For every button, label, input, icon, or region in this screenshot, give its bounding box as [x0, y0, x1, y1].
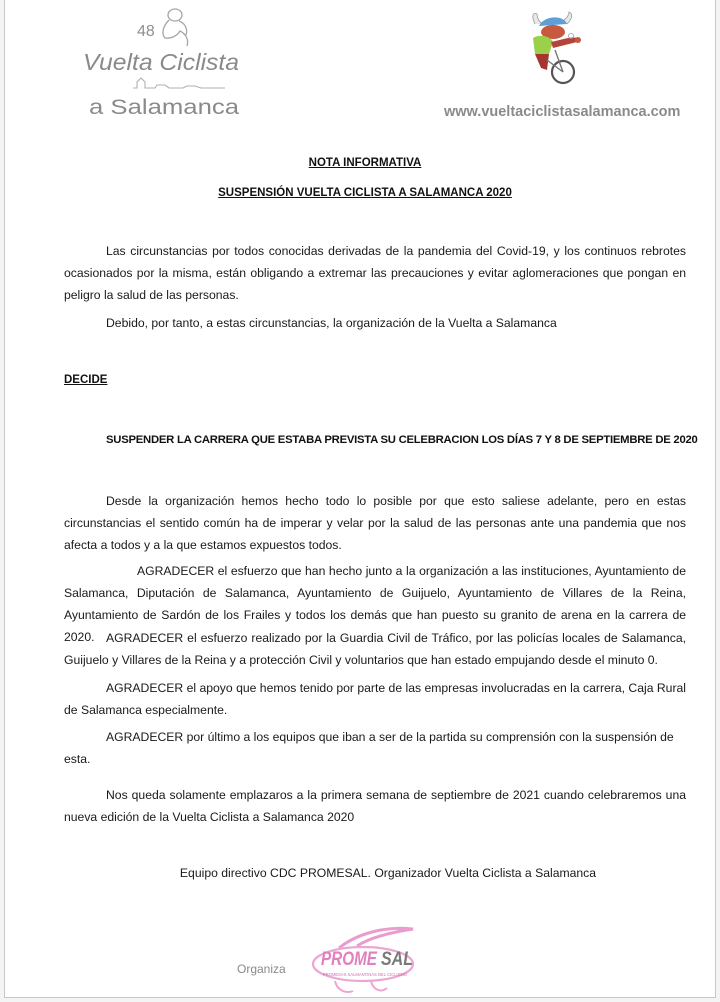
signature-line: Equipo directivo CDC PROMESAL. Organizador Vuelta Ciclista a Salamanca	[179, 866, 597, 880]
vuelta-ciclista-logo	[79, 6, 245, 122]
paragraph-reason: Debido, por tanto, a estas circunstancias, la organización de la Vuelta a Salamanca	[106, 316, 557, 330]
cyclist-outline-icon	[163, 9, 188, 46]
decide-heading: DECIDE	[64, 374, 108, 386]
paragraph-thanks-companies: AGRADECER el apoyo que hemos tenido por parte de las empresas involucradas en la carrera, Caja Rural de Salamanca especialmente.	[64, 681, 686, 717]
viking-cyclist-mascot-icon	[523, 10, 587, 86]
website-url: www.vueltaciclistasalamanca.com	[444, 104, 681, 120]
edition-number: 48	[137, 23, 155, 40]
organiza-label: Organiza	[237, 962, 286, 976]
logo-title-line2: a Salamanca	[89, 96, 240, 119]
logo-title-line1: Vuelta Ciclista	[83, 49, 239, 75]
decision-statement: SUSPENDER LA CARRERA QUE ESTABA PREVISTA SU CELEBRACION LOS DÍAS 7 Y 8 DE SEPTIEMBRE DE 2020	[106, 434, 698, 446]
promesal-tagline: PROMESAS SALMANTINAS DEL CICLISMO	[323, 972, 408, 977]
paragraph-intro: Las circunstancias por todos conocidas derivadas de la pandemia del Covid-19, y los continuos rebrotes ocasionados por la misma, están obligando a extremar las precauciones y evitar aglomeraciones que pongan en peligro la salud de las personas.	[64, 244, 686, 302]
paragraph-thanks-institutions: AGRADECER el esfuerzo que han hecho junto a la organización a las instituciones, Ayuntamiento de Salamanca, Diputación de Salamanca, Ayuntamiento de Guijuelo, Ayuntamiento de Villares de la Reina, Ayuntamiento de Sardón de los Frailes y todos los demás que han puesto su granito de arena en la carrera de 2020.	[64, 564, 686, 644]
paragraph-thanks-teams: AGRADECER por último a los equipos que iban a ser de la partida su comprensión con la suspensión de esta.	[64, 730, 674, 766]
paragraph-thanks-police: AGRADECER el esfuerzo realizado por la Guardia Civil de Tráfico, por las policías locales de Salamanca, Guijuelo y Villares de la Reina y a protección Civil y voluntarios que han estado empujando desde el minuto 0.	[64, 631, 686, 667]
document-page	[4, 0, 716, 998]
document-heading: NOTA INFORMATIVA	[308, 157, 422, 169]
paragraph-effort: Desde la organización hemos hecho todo lo posible por que esto saliese adelante, pero en estas circunstancias el sentido común ha de imperar y velar por la salud de las personas ante una pandemia que nos afecta a todos y a la que estamos expuestos todos.	[64, 494, 686, 552]
paragraph-closing: Nos queda solamente emplazaros a la primera semana de septiembre de 2021 cuando celebraremos una nueva edición de la Vuelta Ciclista a Salamanca 2020	[64, 788, 686, 824]
skyline-icon	[133, 78, 225, 88]
svg-text:PROME: PROME	[321, 949, 379, 970]
svg-text:SAL: SAL	[381, 949, 413, 970]
swoosh-icon	[339, 928, 413, 948]
promesal-logo	[309, 926, 421, 996]
document-subheading: SUSPENSIÓN VUELTA CICLISTA A SALAMANCA 2020	[218, 187, 512, 199]
